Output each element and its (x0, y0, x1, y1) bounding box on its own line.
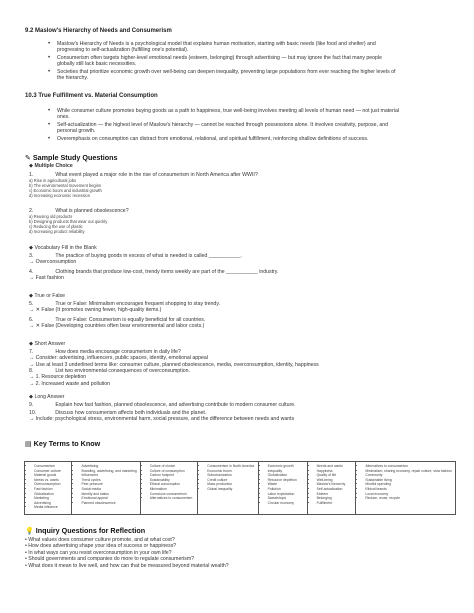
question-5: 5. True or False: Minimalism encourages frequent shopping to stay trendy. → ✕ False (It promotes owning fewer, high-quality items.) (29, 301, 220, 314)
key-term-item: • Advertising (34, 501, 68, 506)
answer-7-line: → Use at least 3 underlined terms like: consumer culture, planned obsolescence, media, overconsumption, identity, happiness (29, 361, 319, 368)
bullet-continuation: personal growth. (57, 128, 96, 135)
short-answer-heading: ◆ Short Answer (29, 341, 66, 347)
key-term-item: • Self-actualization (317, 487, 353, 492)
key-term-item: • Economic boom (207, 469, 254, 474)
key-term-item: • Ethical consumption (150, 482, 195, 487)
diamond-icon: ◆ (29, 163, 35, 169)
key-term-item: • Belonging (317, 496, 353, 501)
key-term-item: • Well-being (317, 478, 353, 483)
bullet-icon: • (48, 41, 51, 47)
key-term-item: • Sweatshops (268, 496, 304, 501)
question-1-stem: 1. What event played a major role in the rise of consumerism in North America after WWII? (29, 172, 258, 178)
answer-8-line: → 1. Resource depletion (29, 374, 87, 381)
key-term-item: • Material goods (34, 473, 68, 478)
key-term-item: • Reduce, reuse, recycle (365, 496, 452, 501)
table-row (25, 462, 456, 515)
key-term-item: • Happiness (317, 469, 353, 474)
answer-5: → ✕ False (It promotes owning fewer, high-quality items.) (29, 307, 162, 314)
key-term-item: • Influencers (81, 473, 136, 478)
key-term-item: • Mass production (207, 482, 254, 487)
section-heading-maslow: 9.2 Maslow's Hierarchy of Needs and Consumerism (25, 28, 172, 34)
table-cell (356, 462, 456, 515)
bullet-icon: • (48, 121, 51, 128)
option-b: b) The environmental movement begins (29, 183, 102, 189)
bullet-continuation: globally still lack basic necessities. (57, 61, 137, 68)
diamond-icon: ◆ (29, 245, 35, 251)
question-8: 8. List two environmental consequences of overconsumption. → 1. Resource depletion → 2. Increased waste and pollution (29, 368, 190, 387)
key-term-item: • Marketing (34, 496, 68, 501)
key-term-item: • Economic growth (268, 464, 304, 469)
maslow-bullet-list (48, 41, 396, 82)
key-term-item: • Needs and wants (317, 464, 353, 469)
list-item: • In what ways can you resist overconsumption in your own life? (25, 549, 172, 556)
answer-8-line: → 2. Increased waste and pollution (29, 380, 111, 387)
key-term-item: • Social media (81, 487, 136, 492)
key-term-item: • Minimalism (150, 487, 195, 492)
table-cell (72, 462, 140, 515)
question-4: 4. Clothing brands that produce low-cost, trendy items weekly are part of the ___________ industry. → Fast fashion (29, 269, 279, 282)
key-terms-list (359, 464, 452, 501)
key-term-item: • Sustainability (150, 478, 195, 483)
list-item: • Should governments and companies do more to regulate consumerism? (25, 556, 195, 563)
question-3: 3. The practice of buying goods in excess of what is needed is called ___________. → Overconsumption (29, 253, 242, 266)
key-term-item: • Peer pressure (81, 482, 136, 487)
option-a: a) Rise in agricultural jobs (29, 178, 77, 184)
lightbulb-icon: 💡 (25, 528, 34, 535)
key-term-item: • Media influence (34, 505, 68, 510)
bullet-item: • Self-actualization — the highest level of Maslow's hierarchy — cannot be reached through possessions alone. It involves creativity, purpose, and (48, 121, 389, 128)
key-term-item: • Overconsumption (34, 482, 68, 487)
question-2-stem: 2. What is planned obsolescence? (29, 208, 129, 214)
key-term-item: • Identity and status (81, 492, 136, 497)
key-terms-list (262, 464, 304, 505)
key-terms-list (75, 464, 136, 505)
key-term-item: • Pollution (268, 487, 304, 492)
inquiry-heading: 💡 Inquiry Questions for Reflection (25, 526, 146, 535)
fill-blank-heading: ◆ Vocabulary Fill in the Blank (29, 245, 97, 251)
key-term-item: • Ethical brands (365, 487, 452, 492)
key-terms-heading: ▤ Key Terms to Know (25, 439, 101, 448)
key-term-item: • Minimalism, sharing economy, repair culture, slow fashion (365, 469, 452, 474)
key-term-item: • Alternatives to consumerism (150, 496, 195, 501)
key-terms-list (311, 464, 353, 505)
diamond-icon: ◆ (29, 293, 35, 299)
diamond-icon: ◆ (29, 341, 35, 347)
option-c: c) Reducing the use of plastic (29, 224, 83, 230)
key-term-item: • Esteem (317, 492, 353, 497)
question-1 (29, 172, 258, 198)
option-a: a) Reusing old products (29, 214, 73, 220)
key-term-item: • Inequality (268, 469, 304, 474)
diamond-icon: ◆ (29, 394, 35, 400)
table-cell (25, 462, 72, 515)
option-c: c) Economic boom and industrial growth (29, 188, 102, 194)
option-d: d) Increasing product reliability (29, 229, 85, 235)
key-terms-list (144, 464, 195, 501)
key-term-item: • Maslow's hierarchy (317, 482, 353, 487)
section-heading-fulfillment: 10.3 True Fulfillment vs. Material Consumption (25, 93, 158, 99)
key-term-item: • Conscious consumerism (150, 492, 195, 497)
key-term-item: • Quality of life (317, 473, 353, 478)
bullet-icon: • (48, 108, 51, 114)
bullet-continuation: ones. (57, 114, 70, 121)
key-term-item: • Sustainable living (365, 478, 452, 483)
key-term-item: • Suburbanization (207, 473, 254, 478)
pencil-notepad-icon: ✎ (25, 155, 31, 162)
long-answer-heading: ◆ Long Answer (29, 394, 65, 400)
bullet-continuation: progressing to self-actualization (fulfilling one's potential). (57, 47, 189, 54)
multiple-choice-heading: ◆ Multiple Choice (29, 163, 73, 169)
question-7: 7. How does media encourage consumerism in daily life? → Consider: advertising, influencers, public spaces, identity, emotional appeal → Use at least 3 underlined terms like: consumer culture, planned obsolescence, media, overconsumption, identity, happiness (29, 349, 319, 368)
question-9: 9. Explain how fast fashion, planned obsolescence, and advertising contribute to modern consumer culture. (29, 402, 296, 408)
key-term-item: • Emotional appeal (81, 496, 136, 501)
question-2 (29, 208, 129, 234)
book-icon: ▤ (25, 441, 32, 448)
bullet-icon: • (48, 68, 51, 75)
key-term-item: • Circular economy (268, 501, 304, 506)
key-term-item: • Globalization (34, 492, 68, 497)
key-term-item: • Labor exploitation (268, 492, 304, 497)
table-cell (198, 462, 258, 515)
key-term-item: • Community (365, 473, 452, 478)
bullet-item: • Consumerism often targets higher-level emotional needs (esteem, belonging) through advertising — but may ignore the fact that many people (48, 54, 382, 61)
answer-7-line: → Consider: advertising, influencers, public spaces, identity, emotional appeal (29, 355, 208, 362)
key-term-item: • Culture of choice (150, 464, 195, 469)
answer-3: → Overconsumption (29, 259, 77, 266)
question-10: 10. Discuss how consumerism affects both individuals and the planet. → Include: psychological stress, environmental harm, social pressure, and the difference between needs and wants (29, 410, 295, 423)
bullet-item: • While consumer culture promotes buying goods as a path to happiness, true well-being involves meeting all levels of human need — not just material (48, 108, 399, 114)
list-item: • How does advertising shape your idea of success or happiness? (25, 543, 177, 550)
key-term-item: • Consumerism (34, 464, 68, 469)
key-term-item: • Fulfillment (317, 501, 353, 506)
inquiry-list (25, 537, 229, 569)
key-term-item: • Local economy (365, 492, 452, 497)
option-d: d) Increasing economic recession (29, 193, 90, 199)
key-term-item: • Carbon footprint (150, 473, 195, 478)
key-term-item: • Advertising (81, 464, 136, 469)
key-term-item: • Consumerism in North America (207, 464, 254, 469)
key-term-item: • Globalization (268, 473, 304, 478)
answer-10: → Include: psychological stress, environmental harm, social pressure, and the difference between needs and wants (29, 416, 295, 423)
table-cell (258, 462, 307, 515)
key-term-item: • Culture of consumption (150, 469, 195, 474)
list-item: • What does it mean to live well, and how can that be measured beyond material wealth? (25, 562, 229, 569)
key-term-item: • Planned obsolescence (81, 501, 136, 506)
fulfillment-bullet-list (48, 108, 399, 142)
key-terms-list (28, 464, 68, 510)
key-term-item: • Mindful spending (365, 482, 452, 487)
true-false-heading: ◆ True or False (29, 293, 65, 299)
key-term-item: • Credit culture (207, 478, 254, 483)
answer-4: → Fast fashion (29, 275, 64, 282)
key-term-item: • Resource depletion (268, 478, 304, 483)
bullet-icon: • (48, 135, 51, 142)
bullet-icon: • (48, 54, 51, 61)
table-cell (140, 462, 198, 515)
key-term-item: • Fast fashion (34, 487, 68, 492)
key-term-item: • Global inequality (207, 487, 254, 492)
key-terms-list (201, 464, 254, 492)
list-item: • What values does consumer culture promote, and at what cost? (25, 537, 175, 543)
option-b: b) Designing products that wear out quickly (29, 219, 108, 225)
key-term-item: • Waste (268, 482, 304, 487)
key-term-item: • Branding, advertising, and marketing (81, 469, 136, 474)
key-term-item: • Consumer culture (34, 469, 68, 474)
bullet-item: • Overemphasis on consumption can distract from emotional, relational, and spiritual fulfillment, reinforcing shallow definitions of success. (48, 135, 369, 142)
study-questions-heading: ✎ Sample Study Questions (25, 153, 118, 162)
bullet-item: • Maslow's Hierarchy of Needs is a psychological model that explains human motivation, starting with basic needs (like food and shelter) and (48, 41, 376, 47)
key-term-item: • Trend cycles (81, 478, 136, 483)
key-term-item: • Needs vs. wants (34, 478, 68, 483)
bullet-continuation: the hierarchy. (57, 75, 89, 82)
key-terms-table (24, 461, 456, 515)
answer-6: → ✕ False (Developing countries often bear environmental and labor costs.) (29, 323, 205, 330)
question-6: 6. True or False: Consumerism is equally beneficial for all countries. → ✕ False (Developing countries often bear environmental and labor costs.) (29, 317, 206, 330)
bullet-item: • Societies that prioritize economic growth over well-being can deepen inequality, preventing large populations from ever reaching the higher levels of (48, 68, 396, 75)
key-term-item: • Alternatives to consumerism (365, 464, 452, 469)
table-cell (307, 462, 356, 515)
